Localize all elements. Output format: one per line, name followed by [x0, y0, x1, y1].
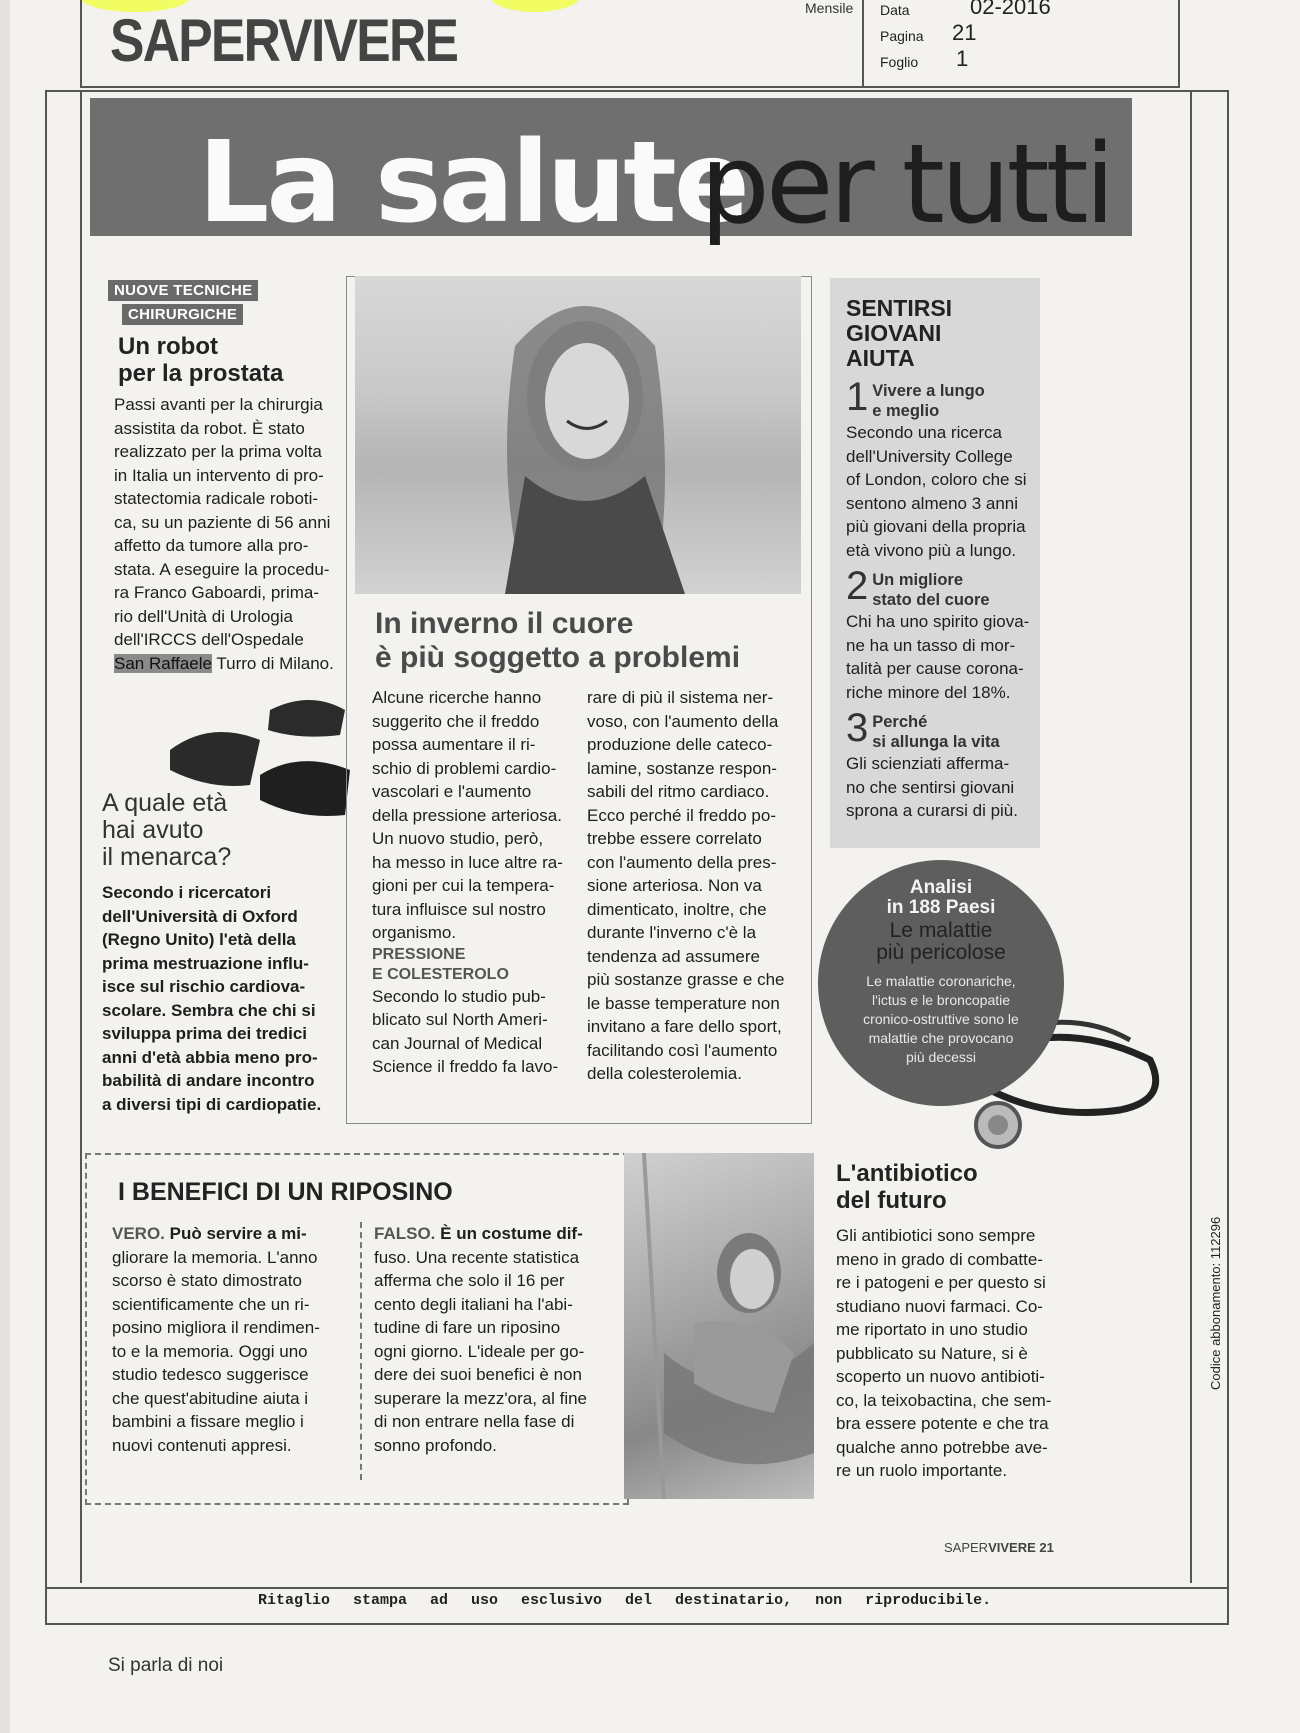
text-line: stata. A eseguire la procedu- — [114, 559, 330, 579]
heading-line: e meglio — [872, 402, 940, 420]
text-line: dell'IRCCS dell'Ospedale — [114, 630, 304, 649]
text-line: sentono almeno 3 anni — [846, 493, 1019, 513]
text-line: blicato sul North Ameri- — [372, 1010, 548, 1029]
text-line: tura influisce sul nostro — [372, 899, 546, 919]
item-body — [846, 752, 1046, 823]
text-line: co, la teixobactina, che sem- — [836, 1390, 1052, 1410]
sidebar-title-line: SENTIRSI — [846, 295, 953, 321]
text-line: sviluppa prima dei tredici — [102, 1024, 308, 1043]
text-line: vascolari e l'aumento — [372, 782, 532, 801]
text-line: più sostanze grasse e che — [587, 970, 785, 989]
subhead: PRESSIONE — [372, 945, 466, 963]
false-intro — [374, 1222, 614, 1246]
issue-meta-box — [862, 0, 1180, 88]
text-line: più decessi — [905, 1049, 977, 1065]
footer-text: Si parla di noi — [108, 1655, 224, 1676]
column-divider — [360, 1222, 362, 1480]
text-line: tudine di fare un riposino — [374, 1318, 561, 1337]
text-line: Gli scienziati afferma- — [846, 754, 1010, 773]
text-line: re i patogeni e per questo si — [836, 1273, 1046, 1292]
page-title-light: per tutti — [700, 120, 1112, 248]
text-line: of London, coloro che si — [846, 470, 1027, 489]
diseases-circle-badge — [818, 860, 1064, 1106]
text-line: scolare. Sembra che chi si — [102, 1000, 316, 1020]
text-line: ha messo in luce altre ra- — [372, 852, 563, 872]
text-line: Le malattie coronariche, — [866, 973, 1016, 989]
text-line: trebbe essere correlato — [587, 829, 762, 848]
false-label: FALSO. — [374, 1224, 436, 1243]
subscription-code: Codice abbonamento: 112296 — [1208, 1216, 1223, 1390]
text-line: della colesterolemia. — [587, 1064, 742, 1083]
text-line: rare di più il sistema ner- — [587, 688, 774, 707]
clipping-notice: Ritaglio stampa ad uso esclusivo del destinatario, non riproducibile. — [258, 1592, 992, 1609]
circle-body — [818, 972, 1064, 1067]
column-text — [372, 686, 580, 945]
robot-body — [114, 393, 344, 652]
antibiotic-article — [836, 1160, 1071, 1483]
text-line: ca, su un paziente di 56 anni — [114, 512, 331, 532]
text-line: schio di problemi cardio- — [372, 758, 557, 778]
text-line: studiano nuovi farmaci. Co- — [836, 1296, 1043, 1316]
text-line: malattie che provocano — [868, 1030, 1014, 1046]
text-line: Ecco perché il freddo po- — [587, 805, 776, 825]
column-text — [374, 1246, 614, 1458]
text-line: Secondo lo studio pub- — [372, 986, 546, 1006]
headline-line: In inverno il cuore — [375, 607, 634, 640]
sidebar-items — [846, 375, 1046, 823]
sidebar-title — [846, 296, 1046, 371]
true-label: VERO. — [112, 1224, 165, 1243]
text-line: afferma che solo il 16 per — [374, 1271, 565, 1290]
text-line: scorso è stato dimostrato — [112, 1271, 302, 1290]
sidebar-item — [846, 706, 1046, 823]
text-line: meno in grado di combatte- — [836, 1249, 1043, 1269]
text-line: possa aumentare il ri- — [372, 735, 536, 754]
robot-last-line — [114, 652, 344, 676]
column-text — [587, 686, 797, 1086]
pagina-value: 21 — [952, 20, 977, 45]
text-line: ra Franco Gaboardi, prima- — [114, 583, 320, 602]
item-heading — [872, 568, 989, 610]
text-line: me riportato in uno studio — [836, 1320, 1028, 1339]
item-number: 3 — [846, 706, 869, 750]
text-line: più giovani della propria — [846, 517, 1026, 536]
text-line: sprona a curarsi di più. — [846, 801, 1018, 820]
text-line: gioni per cui la tempera- — [372, 876, 555, 895]
text-line: a diversi tipi di cardiopatie. — [102, 1094, 322, 1114]
menarca-article — [102, 790, 342, 1116]
sidebar-item — [846, 375, 1046, 562]
headline-line: Un robot — [118, 333, 218, 360]
true-intro — [112, 1222, 352, 1246]
text-line: to e la memoria. Oggi uno — [112, 1341, 308, 1361]
text-line: che quest'abitudine aiuta i — [112, 1388, 309, 1408]
text-line: Passi avanti per la chirurgia — [114, 395, 323, 414]
text-line: posino migliora il rendimen- — [112, 1318, 320, 1337]
magazine-logo: SAPERVIVERE — [110, 7, 458, 74]
text-line: riche minore del 18%. — [846, 682, 1011, 702]
text-line: pubblicato su Nature, si è — [836, 1343, 1028, 1363]
text-line: con l'aumento della pres- — [587, 852, 777, 872]
column-text — [372, 985, 580, 1079]
sidebar-title-line: AIUTA — [846, 345, 915, 371]
section-tag: CHIRURGICHE — [122, 304, 243, 325]
item-body — [846, 421, 1046, 562]
robot-article — [108, 280, 344, 675]
heading-line: si allunga la vita — [872, 733, 1000, 751]
headline-line: è più soggetto a problemi — [375, 641, 741, 674]
heading-line: stato del cuore — [872, 591, 990, 609]
text-line: durante l'inverno c'è la — [587, 923, 757, 942]
text-line: assistita da robot. È stato — [114, 418, 305, 438]
frequency-label: Mensile — [805, 0, 854, 16]
text-line: organismo. — [372, 923, 457, 942]
heading-line: Un migliore — [872, 571, 964, 589]
headline-line: A quale età — [102, 789, 228, 817]
text-line: can Journal of Medical — [372, 1033, 543, 1053]
data-label: Data — [880, 2, 910, 18]
text-line: della pressione arteriosa. — [372, 805, 562, 825]
text-line: qualche anno potrebbe ave- — [836, 1437, 1048, 1457]
page-folio — [944, 1540, 1054, 1555]
text-line: bambini a fissare meglio i — [112, 1412, 304, 1431]
heading-line: Vivere a lungo — [872, 382, 985, 400]
text-line: (Regno Unito) l'età della — [102, 930, 296, 949]
heart-column-2 — [587, 686, 797, 1086]
text-line: in Italia un intervento di pro- — [114, 465, 324, 485]
text-line: l'ictus e le broncopatie — [871, 992, 1011, 1008]
text-line: Gli antibiotici sono sempre — [836, 1226, 1036, 1245]
text-span: Può servire a mi- — [164, 1224, 307, 1243]
folio-brand-bold: VIVERE — [988, 1540, 1036, 1555]
item-heading — [872, 710, 999, 752]
text-line: fuso. Una recente statistica — [374, 1247, 580, 1267]
text-line: suggerito che il freddo — [372, 711, 540, 731]
headline-line: L'antibiotico — [836, 1160, 978, 1187]
sidebar-title-line: GIOVANI — [846, 320, 942, 346]
section-tag: NUOVE TECNICHE — [108, 280, 258, 301]
text-line: superare la mezz'ora, al fine — [374, 1388, 588, 1408]
text-line: produzione delle cateco- — [587, 735, 773, 754]
heart-column-1 — [372, 686, 580, 1079]
text-line: Science il freddo fa lavo- — [372, 1057, 559, 1076]
folio-brand: SAPER — [944, 1540, 989, 1555]
text-line: babilità di andare incontro — [102, 1071, 315, 1090]
headline-line: il menarca? — [102, 843, 232, 871]
text-line: di non entrare nella fase di — [374, 1412, 575, 1431]
text-line: realizzato per la prima volta — [114, 442, 322, 461]
heart-headline — [375, 607, 740, 675]
text-line: età vivono più a lungo. — [846, 540, 1017, 560]
pagina-label: Pagina — [880, 28, 924, 44]
menarca-headline — [102, 790, 342, 871]
circle-headline: Le malattie — [889, 919, 993, 942]
circle-headline: più pericolose — [876, 941, 1006, 964]
headline-line: hai avuto — [102, 816, 204, 844]
text-line: ne ha un tasso di mor- — [846, 635, 1016, 655]
page-title-bold: La salute — [198, 118, 747, 248]
item-heading — [872, 379, 985, 421]
text-line: dell'University College — [846, 446, 1013, 466]
text-line: Un nuovo studio, però, — [372, 829, 544, 848]
text-line: bra essere potente e che tra — [836, 1414, 1049, 1433]
sidebar-item — [846, 564, 1046, 704]
text-line: rio dell'Unità di Urologia — [114, 606, 293, 626]
nap-headline: I BENEFICI DI UN RIPOSINO — [118, 1178, 453, 1206]
highlighted-name: San Raffaele — [114, 653, 212, 673]
text-line: sonno profondo. — [374, 1435, 497, 1455]
headline-line: del futuro — [836, 1187, 947, 1214]
text-line: dell'Università di Oxford — [102, 906, 298, 926]
nap-false-column — [374, 1222, 614, 1457]
hammock-illustration — [624, 1153, 814, 1499]
text-line: tendenza ad assumere — [587, 946, 760, 966]
text-line: scientificamente che un ri- — [112, 1294, 310, 1314]
young-sidebar — [846, 296, 1046, 829]
item-body — [846, 610, 1046, 704]
antibiotic-body — [836, 1224, 1071, 1483]
folio-page-number: 21 — [1039, 1540, 1054, 1555]
menarca-body — [102, 881, 342, 1116]
text-line: sabili del ritmo cardiaco. — [587, 782, 770, 801]
text-line: no che sentirsi giovani — [846, 777, 1015, 797]
item-number: 2 — [846, 564, 869, 608]
smiling-woman-photo — [355, 276, 801, 594]
text-line: le basse temperature non — [587, 993, 780, 1013]
foglio-value: 1 — [956, 46, 969, 71]
text-line: cento degli italiani ha l'abi- — [374, 1294, 573, 1314]
woman-illustration — [355, 276, 801, 594]
foglio-label: Foglio — [880, 54, 919, 70]
heading-line: Perché — [872, 713, 928, 731]
headline-line: per la prostata — [118, 360, 284, 387]
column-text — [112, 1246, 352, 1458]
text-line: voso, con l'aumento della — [587, 711, 779, 731]
text-line: nuovi contenuti appresi. — [112, 1435, 292, 1455]
text-line: anni d'età abbia meno pro- — [102, 1047, 318, 1067]
text-line: prima mestruazione influ- — [102, 953, 309, 973]
text-line: Alcune ricerche hanno — [372, 688, 542, 707]
subhead: E COLESTEROLO — [372, 965, 509, 983]
robot-headline — [118, 333, 344, 387]
text-line: facilitando così l'aumento — [587, 1040, 778, 1060]
text-line: studio tedesco suggerisce — [112, 1365, 309, 1384]
text-line: talità per cause corona- — [846, 659, 1024, 678]
text-line: gliorare la memoria. L'anno — [112, 1247, 318, 1267]
text-line: dimenticato, inoltre, che — [587, 899, 767, 919]
text-line: re un ruolo importante. — [836, 1461, 1008, 1480]
text-span: È un costume dif- — [435, 1224, 583, 1243]
text-line: Chi ha uno spirito giova- — [846, 612, 1030, 631]
text-line: affetto da tumore alla pro- — [114, 536, 309, 555]
text-line: statectomia radicale roboti- — [114, 489, 319, 508]
circle-kicker: in 188 Paesi — [886, 897, 996, 918]
text-line: Secondo i ricercatori — [102, 883, 272, 902]
item-number: 1 — [846, 375, 869, 419]
text-span: Turro di Milano. — [211, 653, 334, 673]
text-line: invitano a fare dello sport, — [587, 1017, 782, 1036]
data-value: 02-2016 — [970, 0, 1051, 19]
text-line: lamine, sostanze respon- — [587, 758, 777, 778]
text-line: ogni giorno. L'ideale per go- — [374, 1341, 585, 1361]
text-line: Secondo una ricerca — [846, 423, 1002, 442]
text-line: dere dei suoi benefici è non — [374, 1365, 582, 1384]
nap-true-column — [112, 1222, 352, 1457]
text-line: isce sul rischio cardiova- — [102, 977, 306, 996]
text-line: scoperto un nuovo antibioti- — [836, 1367, 1045, 1386]
text-line: cronico-ostruttive sono le — [863, 1011, 1019, 1027]
circle-kicker: Analisi — [909, 877, 973, 898]
hammock-woman-photo — [624, 1153, 814, 1499]
text-line: sione arteriosa. Non va — [587, 876, 762, 895]
